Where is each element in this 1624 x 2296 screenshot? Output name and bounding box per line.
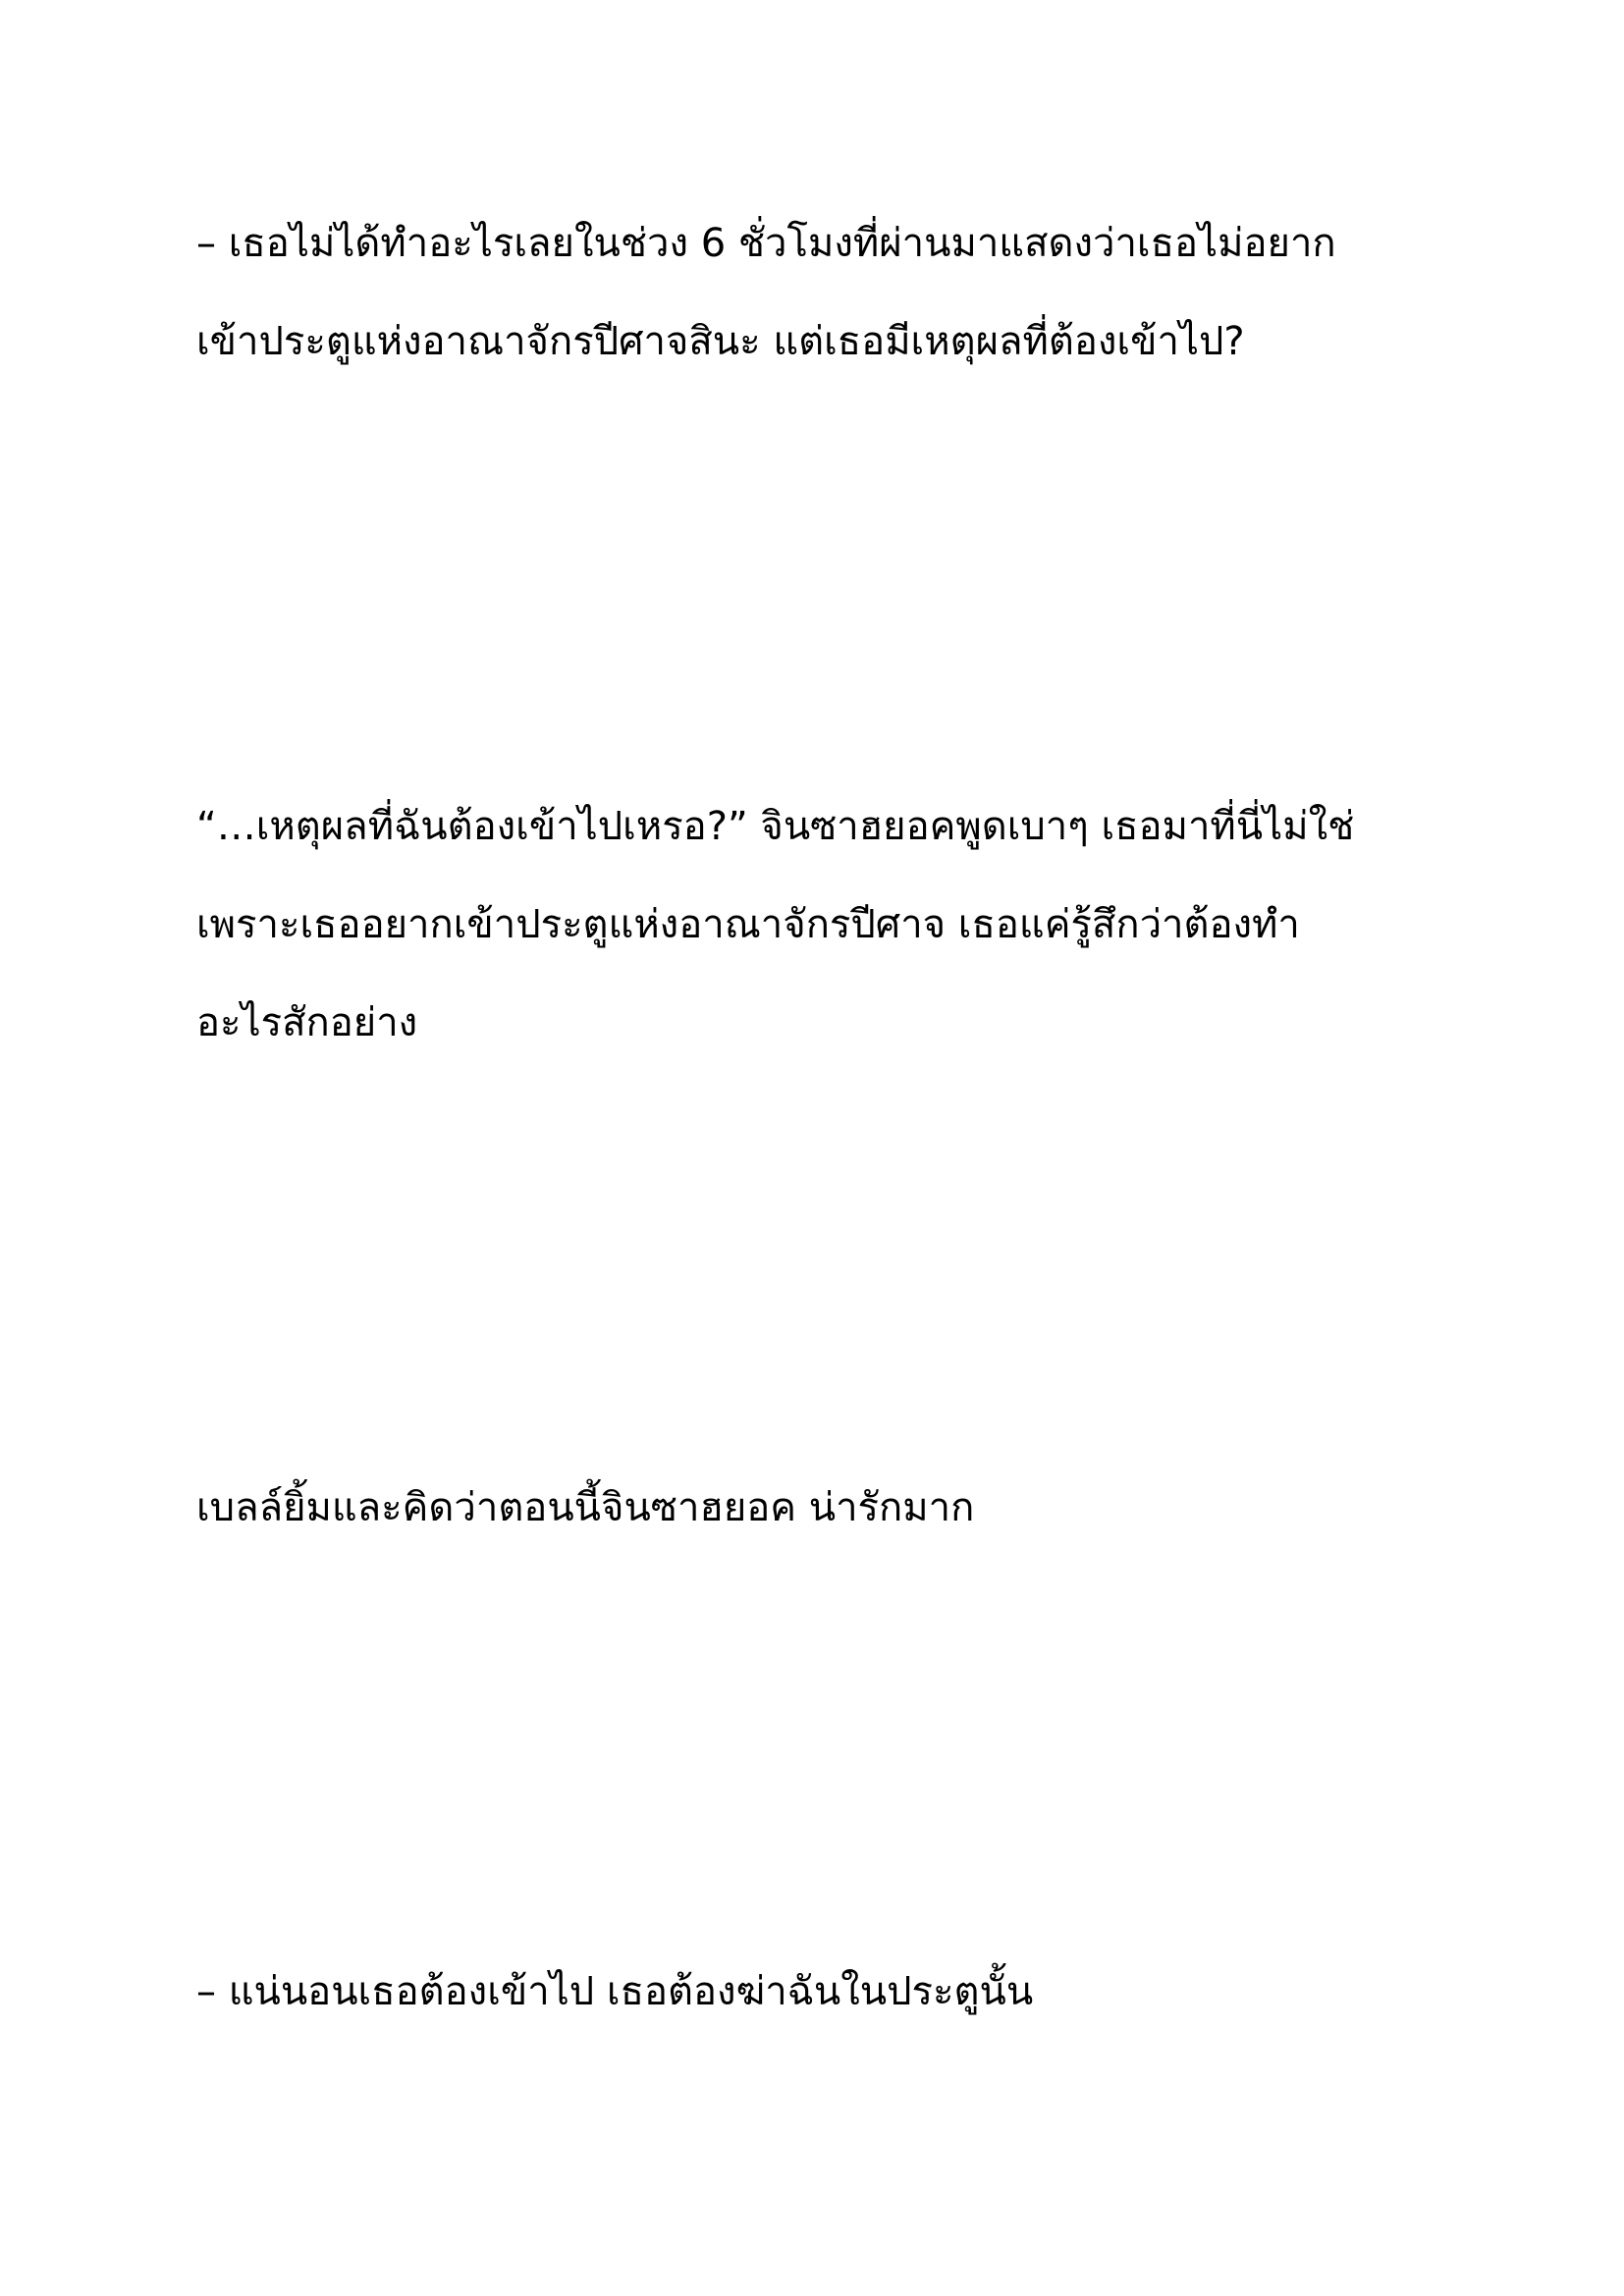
paragraph	[196, 194, 1473, 391]
text-line: เข้าประตูแห่งอาณาจักรปีศาจสินะ แต่เธอมีเหตุผลที่ต้องเข้าไป?	[196, 319, 1245, 364]
paragraph	[196, 1459, 1473, 1557]
text-line: – แน่นอนเธอต้องเข้าไป เธอต้องฆ่าฉันในประตูนั้น	[196, 1969, 1034, 2014]
text-line: เบลล์ยิ้มและคิดว่าตอนนี้จินซาฮยอค น่ารักมาก	[196, 1485, 975, 1530]
paragraph	[196, 777, 1473, 1072]
text-line: เพราะเธออยากเข้าประตูแห่งอาณาจักรปีศาจ เธอแค่รู้สึกว่าต้องทำ	[196, 902, 1300, 947]
text-line: อะไรสักอย่าง	[196, 1000, 418, 1045]
text-line: – เธอไม่ได้ทำอะไรเลยในช่วง 6 ชั่วโมงที่ผ่านมาแสดงว่าเธอไม่อยาก	[196, 221, 1336, 266]
paragraph	[196, 1943, 1473, 2041]
text-line: “…เหตุผลที่ฉันต้องเข้าไปเหรอ?” จินซาฮยอคพูดเบาๆ เธอมาที่นี่ไม่ใช่	[196, 804, 1355, 849]
